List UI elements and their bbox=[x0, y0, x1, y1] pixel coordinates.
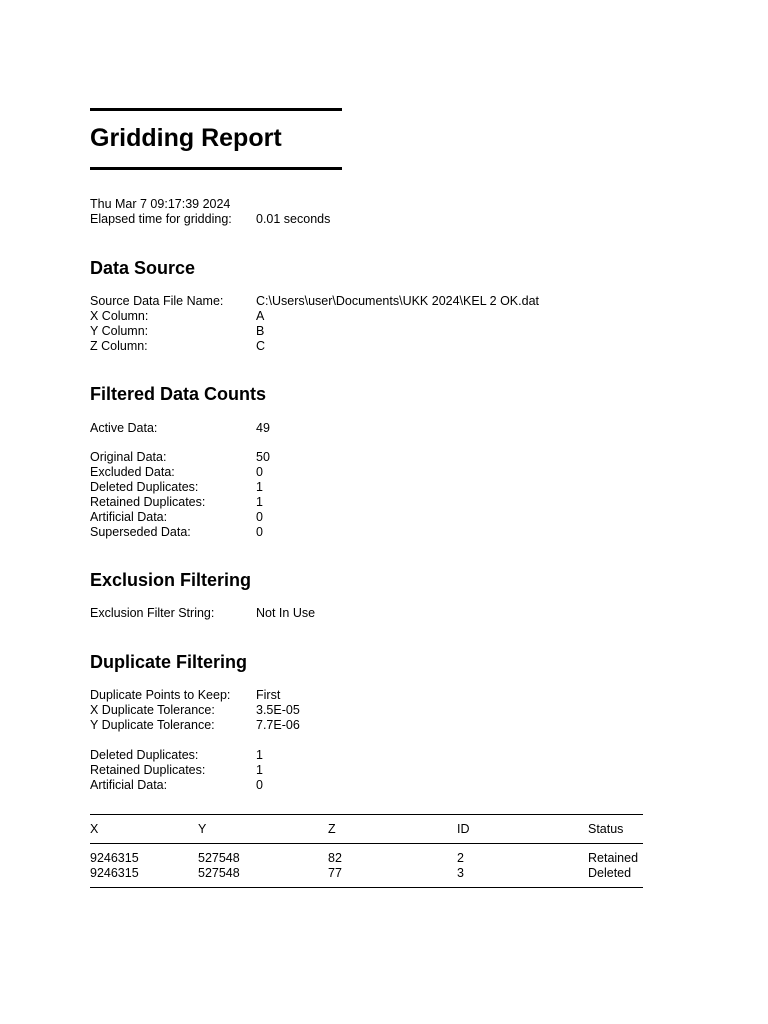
kv-row bbox=[90, 465, 650, 480]
data-source-heading: Data Source bbox=[90, 258, 196, 278]
kv-label: Deleted Duplicates: bbox=[90, 748, 199, 762]
kv-value: 3.5E-05 bbox=[256, 703, 300, 717]
kv-row bbox=[90, 510, 650, 525]
exclusion-heading: Exclusion Filtering bbox=[90, 570, 252, 590]
column-header-status: Status bbox=[588, 822, 624, 836]
kv-row bbox=[90, 606, 650, 621]
table-top-rule bbox=[90, 814, 643, 815]
kv-row bbox=[90, 763, 650, 778]
column-header-y: Y bbox=[198, 822, 207, 836]
table-cell-y: 527548 bbox=[198, 866, 240, 880]
kv-row bbox=[90, 525, 650, 540]
kv-label: Active Data: bbox=[90, 421, 158, 435]
kv-label: Artificial Data: bbox=[90, 510, 168, 524]
table-cell-id: 2 bbox=[457, 851, 464, 865]
filtered-counts-heading: Filtered Data Counts bbox=[90, 384, 267, 404]
table-header-rule bbox=[90, 843, 643, 844]
kv-value: 1 bbox=[256, 748, 263, 762]
kv-row bbox=[90, 480, 650, 495]
table-cell-x: 9246315 bbox=[90, 866, 139, 880]
kv-row bbox=[90, 324, 650, 339]
kv-label: Superseded Data: bbox=[90, 525, 191, 539]
kv-label: Y Column: bbox=[90, 324, 149, 338]
kv-value: B bbox=[256, 324, 265, 338]
table-cell-x: 9246315 bbox=[90, 851, 139, 865]
kv-label: Retained Duplicates: bbox=[90, 763, 206, 777]
kv-value: 1 bbox=[256, 480, 263, 494]
kv-value: 0 bbox=[256, 525, 263, 539]
page-title: Gridding Report bbox=[90, 124, 282, 152]
kv-value: Not In Use bbox=[256, 606, 316, 620]
kv-value: 49 bbox=[256, 421, 270, 435]
table-cell-y: 527548 bbox=[198, 851, 240, 865]
kv-label: Artificial Data: bbox=[90, 778, 168, 792]
kv-row bbox=[90, 778, 650, 793]
kv-value: 7.7E-06 bbox=[256, 718, 300, 732]
kv-value: 1 bbox=[256, 495, 263, 509]
duplicate-heading: Duplicate Filtering bbox=[90, 652, 248, 672]
kv-row bbox=[90, 748, 650, 763]
kv-row bbox=[90, 450, 650, 465]
kv-row bbox=[90, 421, 650, 436]
title-top-rule bbox=[90, 108, 342, 111]
kv-value: 50 bbox=[256, 450, 270, 464]
kv-label: X Duplicate Tolerance: bbox=[90, 703, 215, 717]
table-bottom-rule bbox=[90, 887, 643, 888]
kv-label: Exclusion Filter String: bbox=[90, 606, 215, 620]
report-timestamp: Thu Mar 7 09:17:39 2024 bbox=[90, 197, 231, 211]
kv-row bbox=[90, 703, 650, 718]
table-cell-id: 3 bbox=[457, 866, 464, 880]
table-cell-z: 82 bbox=[328, 851, 342, 865]
kv-row bbox=[90, 294, 650, 309]
kv-value: 0 bbox=[256, 778, 263, 792]
kv-label: X Column: bbox=[90, 309, 149, 323]
kv-label: Original Data: bbox=[90, 450, 167, 464]
kv-label: Retained Duplicates: bbox=[90, 495, 206, 509]
kv-row bbox=[90, 718, 650, 733]
elapsed-time-value: 0.01 seconds bbox=[256, 212, 331, 226]
kv-value: A bbox=[256, 309, 265, 323]
table-cell-status: Deleted bbox=[588, 866, 632, 880]
kv-row bbox=[90, 688, 650, 703]
kv-value: First bbox=[256, 688, 281, 702]
kv-label: Z Column: bbox=[90, 339, 148, 353]
kv-value: 0 bbox=[256, 510, 263, 524]
elapsed-time-row bbox=[90, 212, 650, 227]
column-header-z: Z bbox=[328, 822, 336, 836]
kv-value: C bbox=[256, 339, 266, 353]
kv-value: 1 bbox=[256, 763, 263, 777]
kv-label: Duplicate Points to Keep: bbox=[90, 688, 231, 702]
kv-value: 0 bbox=[256, 465, 263, 479]
elapsed-time-label: Elapsed time for gridding: bbox=[90, 212, 232, 226]
kv-row bbox=[90, 339, 650, 354]
title-bottom-rule bbox=[90, 167, 342, 170]
kv-label: Excluded Data: bbox=[90, 465, 175, 479]
kv-row bbox=[90, 309, 650, 324]
column-header-x: X bbox=[90, 822, 99, 836]
kv-label: Deleted Duplicates: bbox=[90, 480, 199, 494]
kv-value: C:\Users\user\Documents\UKK 2024\KEL 2 OK.dat bbox=[256, 294, 539, 308]
kv-label: Y Duplicate Tolerance: bbox=[90, 718, 215, 732]
column-header-id: ID bbox=[457, 822, 470, 836]
table-cell-z: 77 bbox=[328, 866, 342, 880]
kv-row bbox=[90, 495, 650, 510]
kv-label: Source Data File Name: bbox=[90, 294, 224, 308]
table-cell-status: Retained bbox=[588, 851, 639, 865]
